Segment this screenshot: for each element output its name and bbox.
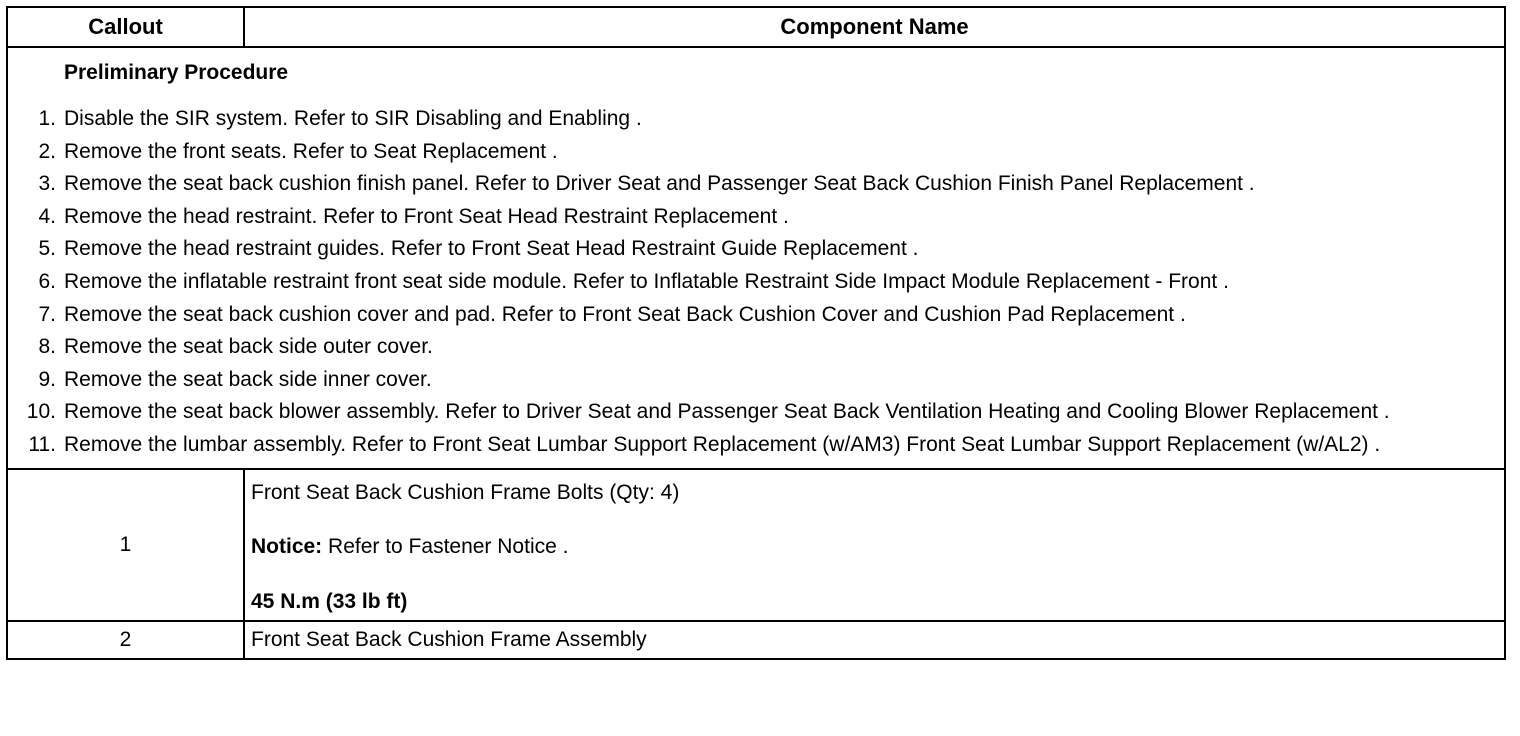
procedure-step-list — [8, 104, 1504, 460]
procedure-step — [8, 430, 1504, 460]
table-row — [7, 469, 1505, 621]
step-number: 5. — [38, 237, 56, 261]
procedure-step — [8, 104, 1504, 134]
component-table — [6, 6, 1506, 660]
notice-label: Notice: — [251, 534, 323, 558]
callout-cell: 2 — [7, 621, 244, 659]
step-text: Remove the inflatable restraint front seat side module. Refer to Inflatable Restraint Side Impact Module Replacement - Front . — [64, 269, 1229, 293]
step-number: 7. — [38, 302, 56, 326]
step-number: 2. — [38, 139, 56, 163]
component-name-cell — [244, 469, 1505, 621]
step-text: Remove the seat back blower assembly. Refer to Driver Seat and Passenger Seat Back Ventilation Heating and Cooling Blower Replacement . — [64, 400, 1390, 424]
step-text: Disable the SIR system. Refer to SIR Disabling and Enabling . — [64, 107, 642, 130]
step-number: 3. — [38, 172, 56, 196]
procedure-step — [8, 332, 1504, 362]
step-number: 9. — [38, 367, 56, 391]
step-text: Remove the head restraint. Refer to Front Seat Head Restraint Replacement . — [64, 204, 789, 228]
table-row — [7, 621, 1505, 659]
procedure-step — [8, 267, 1504, 297]
step-number: 10. — [26, 400, 56, 424]
step-text: Remove the seat back side inner cover. — [64, 367, 432, 391]
callout-header: Callout — [7, 7, 244, 47]
torque-spec: 45 N.m (33 lb ft) — [251, 589, 408, 613]
preliminary-procedure-cell — [7, 47, 1505, 469]
preliminary-procedure-row — [7, 47, 1505, 469]
procedure-step — [8, 300, 1504, 330]
step-number: 11. — [28, 432, 56, 456]
step-number: 1. — [38, 107, 56, 130]
component-name-header: Component Name — [244, 7, 1505, 47]
procedure-step — [8, 137, 1504, 167]
step-text: Remove the head restraint guides. Refer to Front Seat Head Restraint Guide Replacement . — [64, 237, 919, 261]
step-number: 8. — [38, 335, 56, 359]
procedure-step — [8, 234, 1504, 264]
notice-line — [251, 534, 1504, 560]
step-number: 4. — [38, 204, 56, 228]
component-name: Front Seat Back Cushion Frame Bolts (Qty: 4) — [251, 480, 680, 504]
step-text: Remove the front seats. Refer to Seat Replacement . — [64, 139, 558, 163]
procedure-step — [8, 169, 1504, 199]
step-text: Remove the lumbar assembly. Refer to Front Seat Lumbar Support Replacement (w/AM3) Front Seat Lumbar Support Replacement (w/AL2) . — [64, 432, 1381, 456]
step-text: Remove the seat back cushion cover and pad. Refer to Front Seat Back Cushion Cover and Cushion Pad Replacement . — [64, 302, 1186, 326]
callout-cell: 1 — [7, 469, 244, 621]
component-name-cell: Front Seat Back Cushion Frame Assembly — [244, 621, 1505, 659]
preliminary-procedure-title: Preliminary Procedure — [64, 61, 289, 84]
procedure-step — [8, 202, 1504, 232]
notice-text: Refer to Fastener Notice . — [322, 534, 569, 558]
step-number: 6. — [38, 269, 56, 293]
procedure-step — [8, 365, 1504, 395]
step-text: Remove the seat back cushion finish panel. Refer to Driver Seat and Passenger Seat Back Cushion Finish Panel Replacement . — [64, 172, 1255, 196]
table-header-row — [7, 7, 1505, 47]
procedure-step — [8, 397, 1504, 427]
step-text: Remove the seat back side outer cover. — [64, 335, 433, 359]
